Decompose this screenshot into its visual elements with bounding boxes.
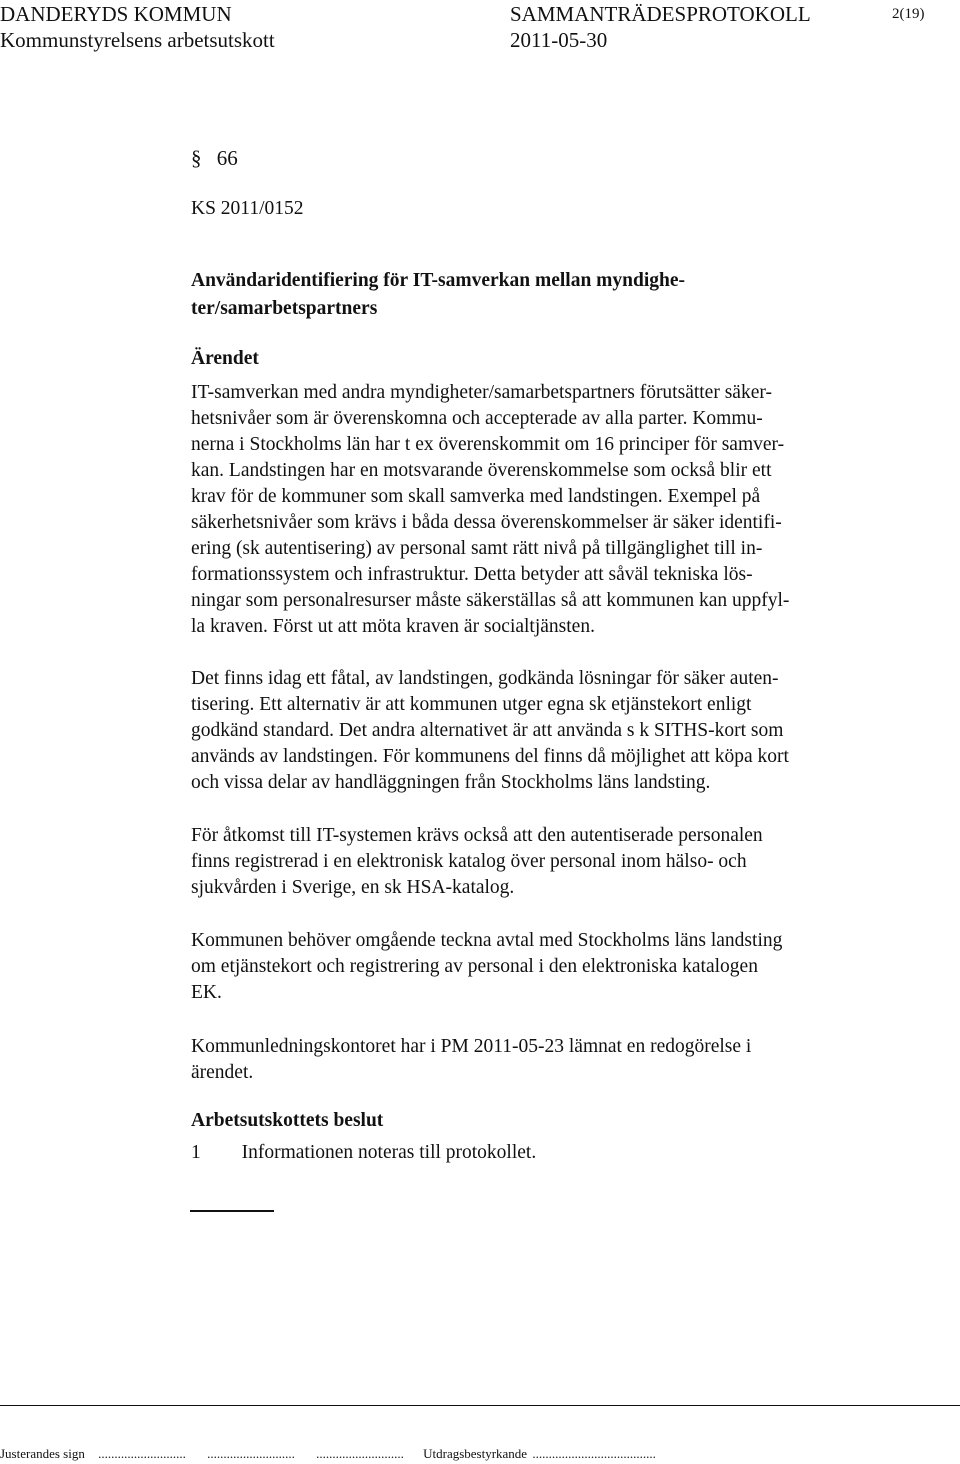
text-line: kan. Landstingen har en motsvarande överenskommelse som också blir ett [191, 460, 772, 481]
beslut-heading: Arbetsutskottets beslut [191, 1110, 384, 1131]
arendet-heading: Ärendet [191, 348, 259, 369]
closing-rule [190, 1210, 274, 1212]
header-org: DANDERYDS KOMMUN [0, 2, 232, 26]
section-symbol: § [191, 146, 202, 170]
utdragsbestyrkande-label: Utdragsbestyrkande [423, 1446, 528, 1461]
text-line: och vissa delar av handläggningen från Stockholms läns landsting. [191, 772, 711, 793]
signature-line: ........................... [98, 1446, 186, 1461]
text-line: För åtkomst till IT-systemen krävs också att den autentiserade personalen [191, 825, 763, 846]
text-line: sjukvården i Sverige, en sk HSA-katalog. [191, 877, 515, 898]
section-heading [191, 146, 238, 171]
text-line: Det finns idag ett fåtal, av landstingen, godkända lösningar för säker auten- [191, 668, 779, 689]
signature-line: ........................... [316, 1446, 404, 1461]
text-line: formationssystem och infrastruktur. Detta betyder att såväl tekniska lös- [191, 564, 753, 585]
text-line: Kommunen behöver omgående teckna avtal med Stockholms läns landsting [191, 930, 783, 951]
footer-rule [0, 1405, 960, 1406]
text-line: Kommunledningskontoret har i PM 2011-05-23 lämnat en redogörelse i [191, 1036, 752, 1057]
signature-line: ...................................... [532, 1446, 656, 1461]
header-page-number: 2(19) [892, 6, 925, 22]
header-date: 2011-05-30 [510, 28, 608, 52]
text-line: ering (sk autentisering) av personal samt rätt nivå på tillgänglighet till in- [191, 538, 763, 559]
header-committee: Kommunstyrelsens arbetsutskott [0, 28, 275, 52]
text-line: ningar som personalresurser måste säkerställas så att kommunen kan uppfyl- [191, 590, 790, 611]
case-number: KS 2011/0152 [191, 198, 304, 219]
text-line: säkerhetsnivåer som krävs i båda dessa överenskommelser är säker identifi- [191, 512, 782, 533]
justerandes-sign-label: Justerandes sign [0, 1446, 85, 1461]
text-line: om etjänstekort och registrering av personal i den elektroniska katalogen [191, 956, 758, 977]
text-line: krav för de kommuner som skall samverka med landstingen. Exempel på [191, 486, 761, 507]
text-line: EK. [191, 982, 222, 1003]
text-line: nerna i Stockholms län har t ex överenskommit om 16 principer för samver- [191, 434, 785, 455]
header-doc-type: SAMMANTRÄDESPROTOKOLL [510, 2, 811, 26]
section-number: 66 [216, 146, 238, 170]
section-title-line: ter/samarbetspartners [191, 298, 378, 319]
beslut-item [191, 1142, 536, 1164]
text-line: används av landstingen. För kommunens del finns då möjlighet att köpa kort [191, 746, 789, 767]
text-line: finns registrerad i en elektronisk katalog över personal inom hälso- och [191, 851, 747, 872]
footer-signatures [0, 1446, 656, 1462]
text-line: IT-samverkan med andra myndigheter/samarbetspartners förutsätter säker- [191, 382, 772, 403]
beslut-item-text: Informationen noteras till protokollet. [241, 1142, 537, 1163]
text-line: ärendet. [191, 1062, 254, 1083]
section-title-line: Användaridentifiering för IT-samverkan mellan myndighe- [191, 270, 686, 291]
beslut-item-number: 1 [191, 1142, 201, 1163]
text-line: godkänd standard. Det andra alternativet är att använda s k SITHS-kort som [191, 720, 784, 741]
text-line: tisering. Ett alternativ är att kommunen utger egna sk etjänstekort enligt [191, 694, 752, 715]
signature-line: ........................... [207, 1446, 295, 1461]
text-line: la kraven. Först ut att möta kraven är socialtjänsten. [191, 616, 595, 637]
text-line: hetsnivåer som är överenskomna och accepterade av alla parter. Kommu- [191, 408, 763, 429]
